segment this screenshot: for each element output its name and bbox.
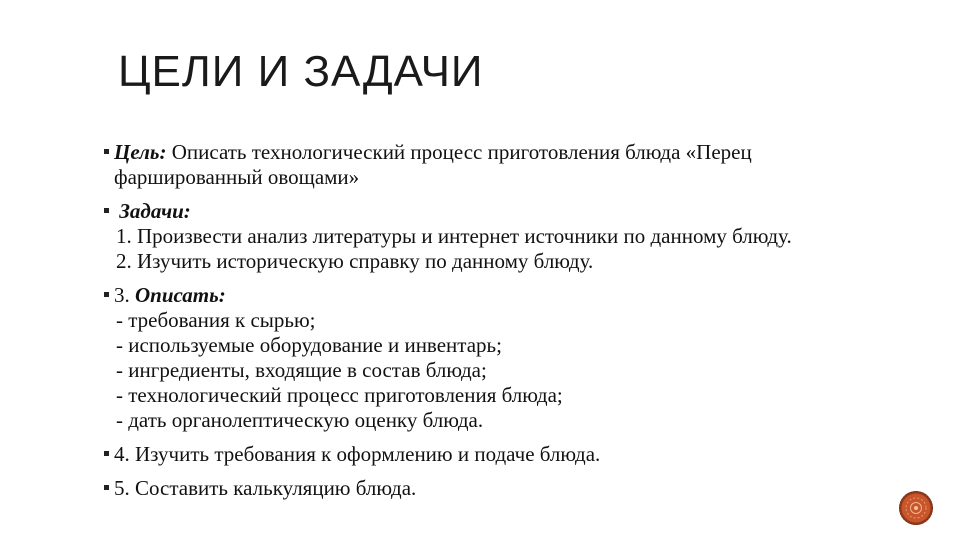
task-5-text: 5. Составить калькуляцию блюда. [114,476,417,500]
square-bullet-icon [104,149,109,154]
list-item-goal [104,140,934,190]
goal-line [114,140,934,165]
describe-subitem: - дать органолептическую оценку блюда. [116,408,484,432]
goal-text: Описать технологический процесс приготовления блюда «Перец [171,140,752,164]
describe-heading-line [114,283,934,308]
list-item-task-4 [104,442,934,467]
square-bullet-icon [104,292,109,297]
task-2: 2. Изучить историческую справку по данному блюду. [116,249,594,273]
describe-subitem: - технологический процесс приготовления блюда; [116,383,563,407]
tasks-label: Задачи: [119,199,191,223]
task-4-text: 4. Изучить требования к оформлению и подаче блюда. [114,442,601,466]
describe-subitem: - ингредиенты, входящие в состав блюда; [116,358,487,382]
square-bullet-icon [104,208,109,213]
describe-subitem: - требования к сырью; [116,308,316,332]
square-bullet-icon [104,451,109,456]
describe-subitem: - используемые оборудование и инвентарь; [116,333,502,357]
decorative-medallion-icon [898,490,934,526]
describe-label: Описать: [135,283,226,307]
describe-number: 3. [114,283,130,307]
tasks-heading-line [114,199,934,224]
list-item-describe [104,283,934,433]
goal-label: Цель: [114,140,167,164]
task-1: 1. Произвести анализ литературы и интернет источники по данному блюду. [116,224,792,248]
list-item-task-5 [104,476,934,501]
square-bullet-icon [104,485,109,490]
slide-title: ЦЕЛИ И ЗАДАЧИ [118,47,484,96]
task-list [104,140,934,510]
list-item-tasks [104,199,934,274]
goal-text-continued: фаршированный овощами» [114,165,360,189]
